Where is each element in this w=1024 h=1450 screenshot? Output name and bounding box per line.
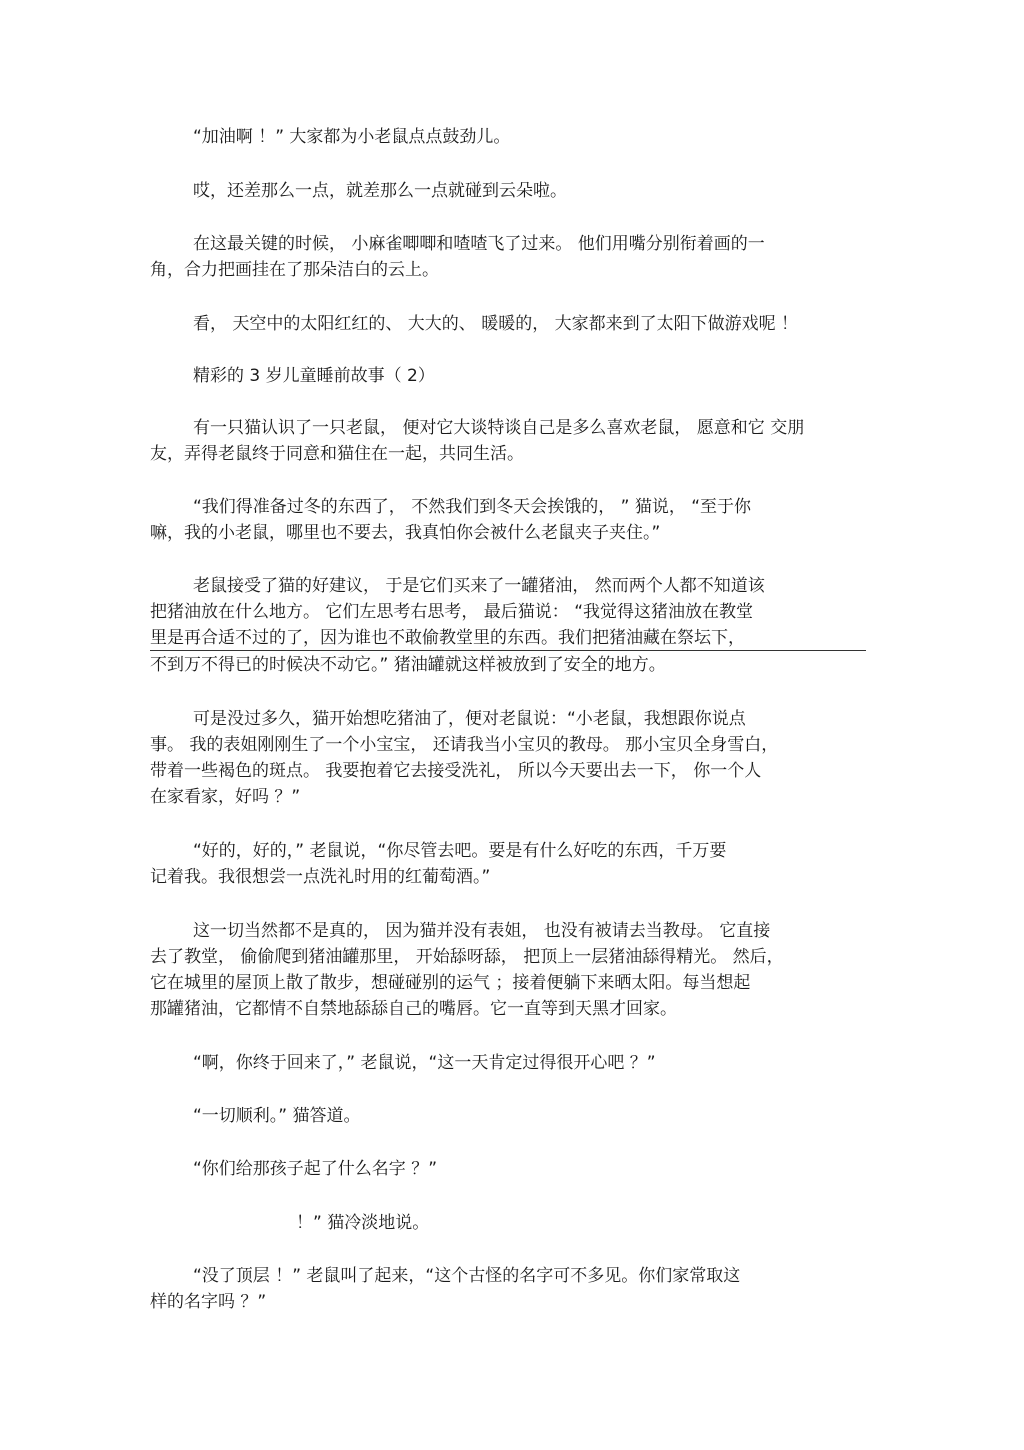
paragraph-line: 看， 天空中的太阳红红的、 大大的、 暖暖的， 大家都来到了太阳下做游戏呢 ！ [193,314,799,334]
paragraph-line: 哎，还差那么一点，就差那么一点就碰到云朵啦。 [193,181,567,201]
paragraph-line: ！” 猫冷淡地说。 [296,1213,430,1233]
paragraph-line: 有一只猫认识了一只老鼠， 便对它大谈特谈自己是多么喜欢老鼠， 愿意和它 交朋 [193,418,805,438]
paragraph-line: 不到万不得已的时候决不动它。” 猪油罐就这样被放到了安全的地方。 [150,655,666,675]
paragraph-line: “好的，好的，” 老鼠说，“你尽管去吧。要是有什么好吃的东西，千万要 [193,841,727,861]
paragraph-line: 嘛，我的小老鼠，哪里也不要去，我真怕你会被什么老鼠夹子夹住。” [150,523,661,543]
paragraph-line: 这一切当然都不是真的， 因为猫并没有表姐， 也没有被请去当教母。 它直接 [193,921,771,941]
paragraph-line: “啊，你终于回来了，” 老鼠说，“这一天肯定过得很开心吧 ？” [193,1053,656,1073]
paragraph-line: 事。 我的表姐刚刚生了一个小宝宝， 还请我当小宝贝的教母。 那小宝贝全身雪白， [150,735,779,755]
paragraph-line: 里是再合适不过的了，因为谁也不敢偷教堂里的东西。我们把猪油藏在祭坛下， [150,628,745,648]
paragraph-line: “你们给那孩子起了什么名字 ？” [193,1159,438,1179]
paragraph-line: 老鼠接受了猫的好建议， 于是它们买来了一罐猪油， 然而两个人都不知道该 [193,576,765,596]
paragraph-line: 在这最关键的时候， 小麻雀唧唧和喳喳飞了过来。 他们用嘴分别衔着画的一 [193,234,765,254]
paragraph-line: 可是没过多久，猫开始想吃猪油了，便对老鼠说：“小老鼠，我想跟你说点 [193,709,746,729]
paragraph-line: 那罐猪油，它都情不自禁地舔舔自己的嘴唇。它一直等到天黑才回家。 [150,999,677,1019]
paragraph-line: 记着我。我很想尝一点洗礼时用的红葡萄酒。” [150,867,491,887]
paragraph-line: 带着一些褐色的斑点。 我要抱着它去接受洗礼， 所以今天要出去一下， 你一个人 [150,761,762,781]
paragraph-line: “加油啊 ！” 大家都为小老鼠点点鼓劲儿。 [193,127,511,147]
paragraph-line: 友，弄得老鼠终于同意和猫住在一起，共同生活。 [150,444,524,464]
paragraph-line: 把猪油放在什么地方。 它们左思考右思考， 最后猫说： “我觉得这猪油放在教堂 [150,602,754,622]
paragraph-line: 去了教堂， 偷偷爬到猪油罐那里， 开始舔呀舔， 把顶上一层猪油舔得精光。 然后， [150,947,784,967]
paragraph-line: 它在城里的屋顶上散了散步，想碰碰别的运气 ；接着便躺下来晒太阳。每当想起 [150,973,751,993]
paragraph-line: “一切顺利。” 猫答道。 [193,1106,361,1126]
paragraph-line: 角，合力把画挂在了那朵洁白的云上。 [150,260,439,280]
section-heading: 精彩的 3 岁儿童睡前故事（ 2） [193,366,435,386]
paragraph-line: 在家看家，好吗 ？” [150,787,301,807]
horizontal-rule [150,650,866,651]
paragraph-line: “我们得准备过冬的东西了， 不然我们到冬天会挨饿的， ” 猫说， “至于你 [193,497,752,517]
paragraph-line: “没了顶层 ！” 老鼠叫了起来，“这个古怪的名字可不多见。你们家常取这 [193,1266,741,1286]
paragraph-line: 样的名字吗 ？” [150,1292,267,1312]
